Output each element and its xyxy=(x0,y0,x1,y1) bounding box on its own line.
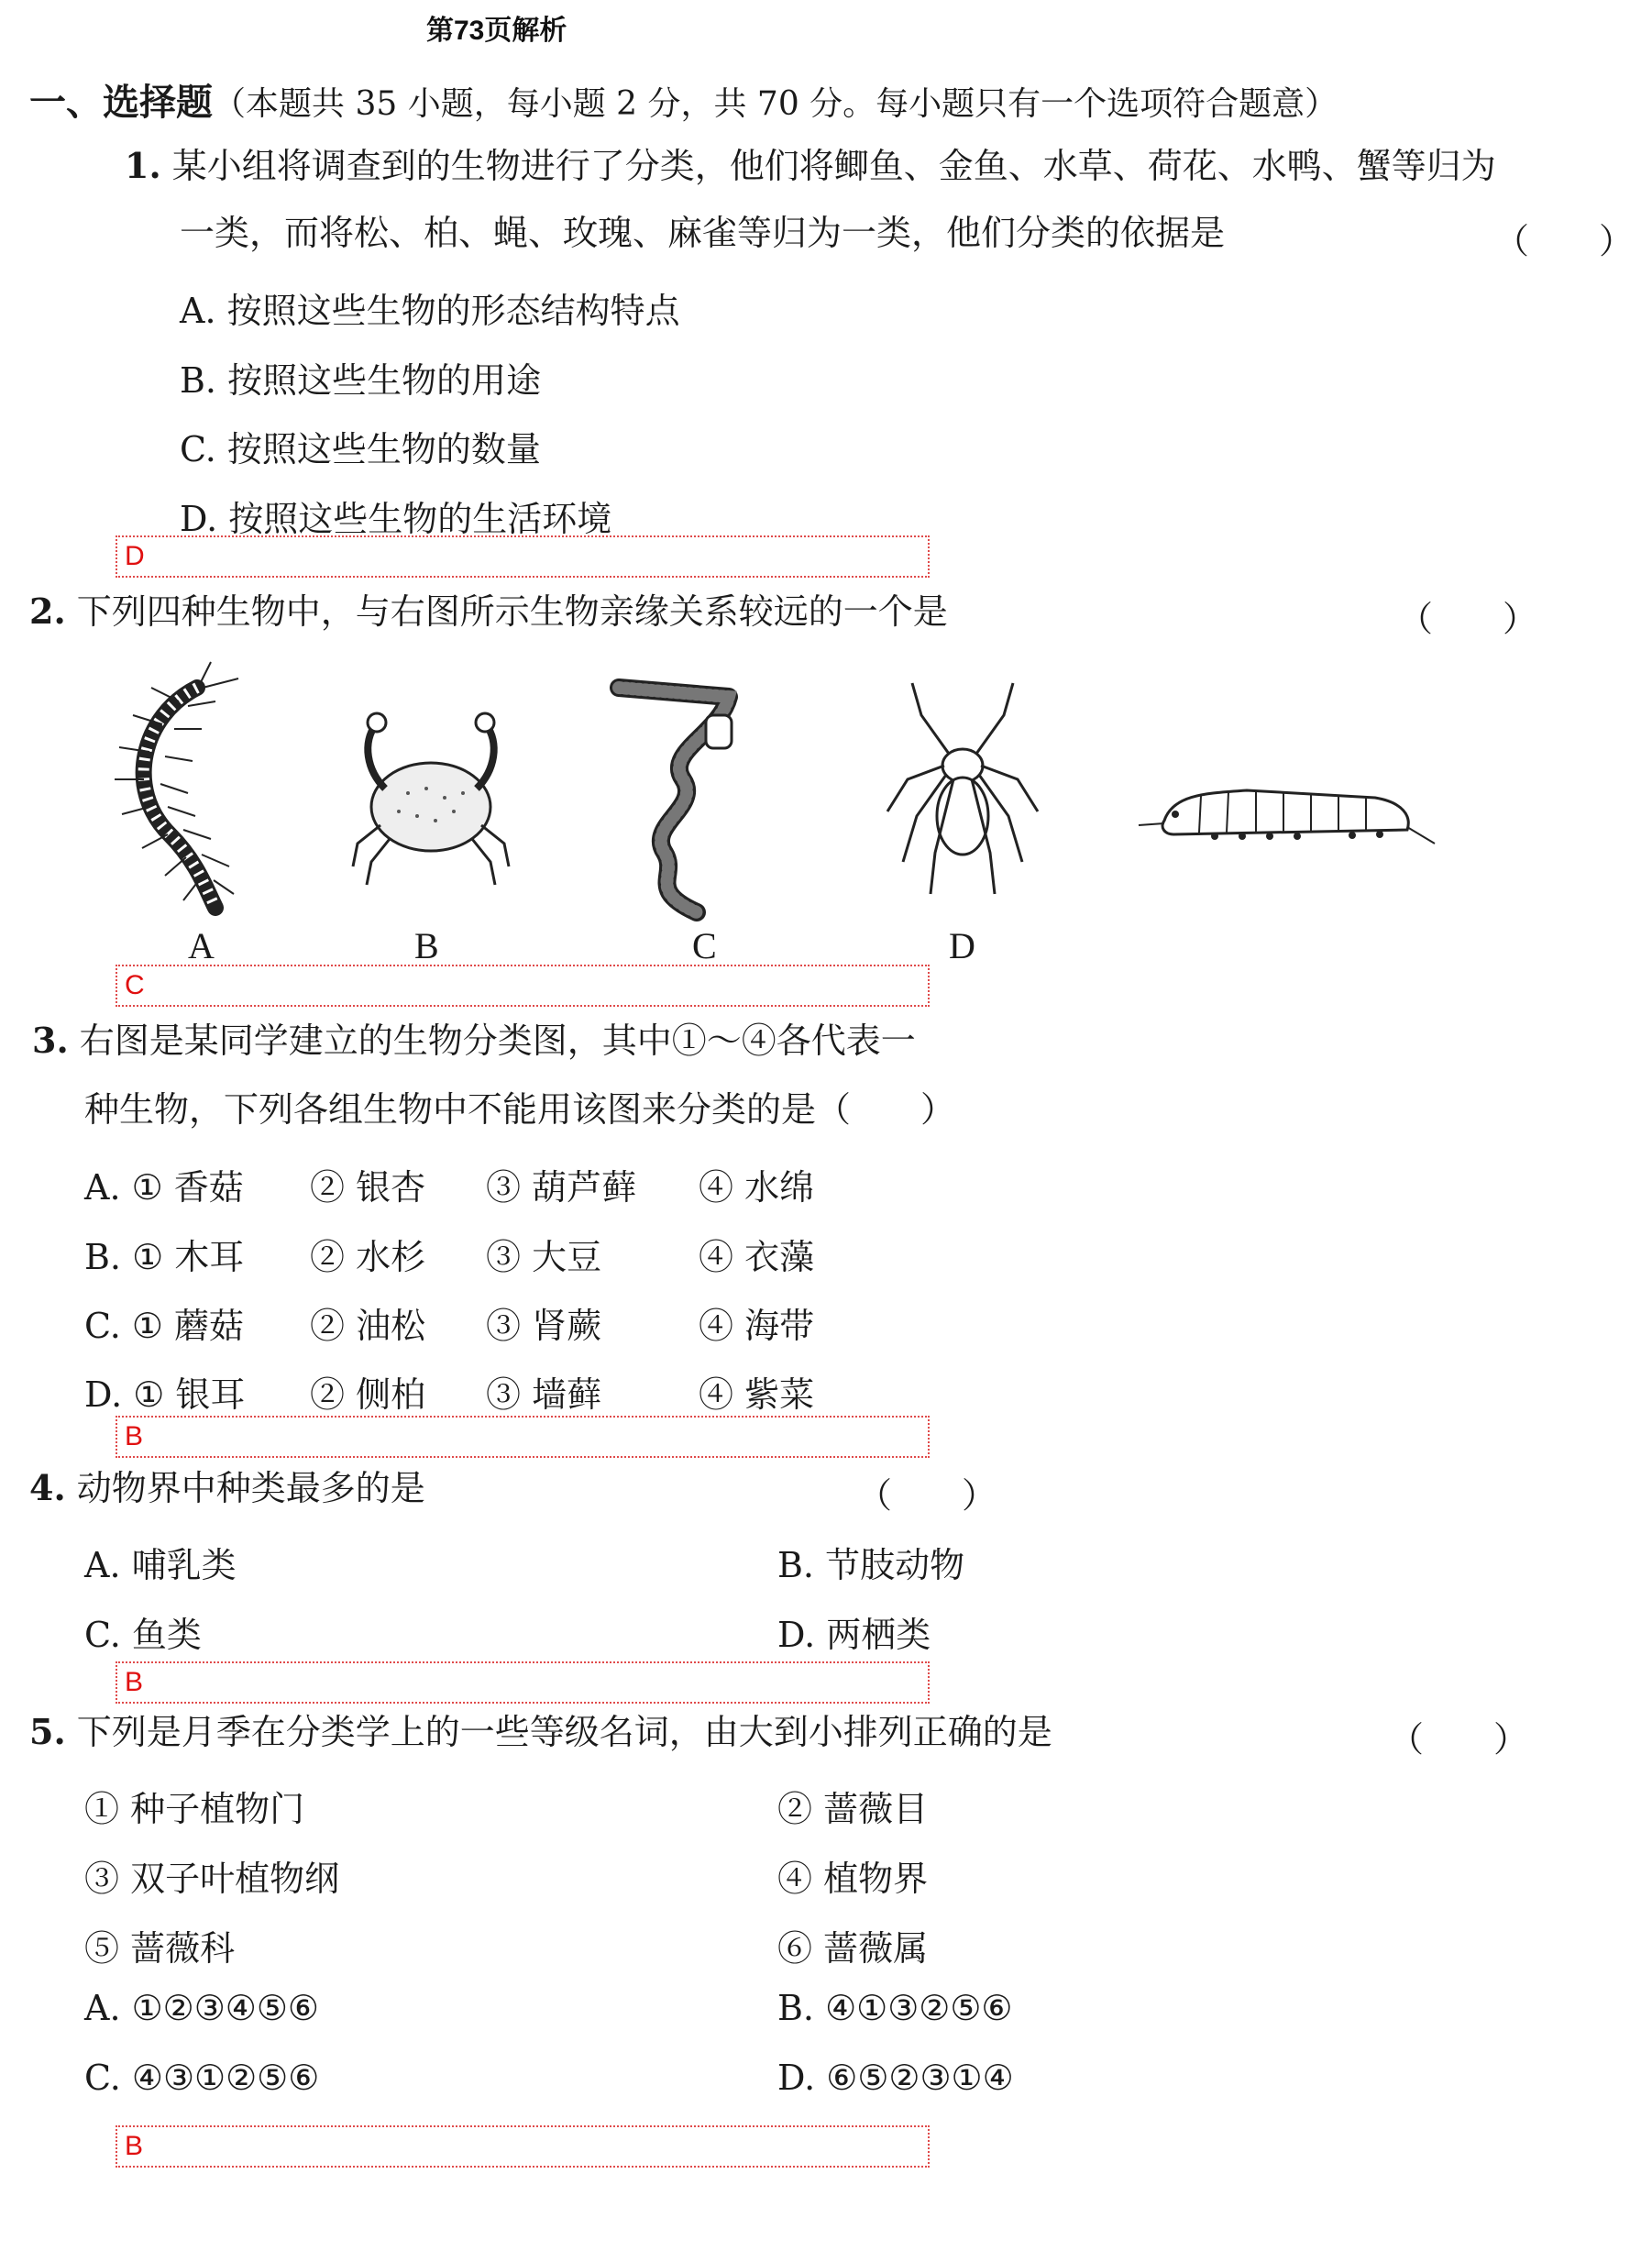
question-1-option-a: A. 按照这些生物的形态结构特点 xyxy=(180,291,680,331)
question-3-option-b-4: ④ 衣藻 xyxy=(699,1237,815,1277)
question-3-option-b-1: B. ① 木耳 xyxy=(84,1237,245,1277)
question-1-number: 1. xyxy=(125,145,161,186)
crab-figure xyxy=(344,706,518,889)
question-3-option-c-1: C. ① 蘑菇 xyxy=(84,1306,245,1346)
question-5-number: 5. xyxy=(29,1711,66,1752)
figure-label-b: B xyxy=(414,925,439,966)
question-3-option-d-1: D. ① 银耳 xyxy=(84,1374,246,1415)
question-3-answer-box xyxy=(116,1416,930,1458)
question-4-option-c: C. 鱼类 xyxy=(84,1615,202,1655)
question-5-item-6: ⑥ 蔷薇属 xyxy=(777,1928,929,1969)
question-2-answer: C xyxy=(125,970,145,1000)
question-5-item-3: ③ 双子叶植物纲 xyxy=(84,1859,340,1899)
question-5-text-1: 下列是月季在分类学上的一些等级名词，由大到小排列正确的是 xyxy=(76,1712,1052,1752)
question-3-option-b-3: ③ 大豆 xyxy=(486,1237,602,1277)
question-3-option-a-2: ② 银杏 xyxy=(310,1167,426,1208)
question-5-answer-box xyxy=(116,2125,930,2168)
question-1-line-1 xyxy=(125,145,1496,188)
question-5-item-1: ① 种子植物门 xyxy=(84,1789,305,1829)
question-3-option-a-4: ④ 水绵 xyxy=(699,1167,815,1208)
question-1-answer-paren: （ ） xyxy=(1494,221,1635,261)
question-4-option-b: B. 节肢动物 xyxy=(777,1545,965,1585)
question-5-answer: B xyxy=(125,2131,144,2161)
question-3-text-1: 右图是某同学建立的生物分类图，其中①～④各代表一 xyxy=(79,1021,916,1061)
centipede-figure xyxy=(87,660,243,917)
question-1-text-1: 某小组将调查到的生物进行了分类，他们将鲫鱼、金鱼、水草、荷花、水鸭、蟹等归为 xyxy=(171,146,1496,186)
section-note: （本题共 35 小题，每小题 2 分，共 70 分。每小题只有一个选项符合题意） xyxy=(213,85,1338,123)
question-4-option-a: A. 哺乳类 xyxy=(84,1545,237,1585)
question-1-option-c: C. 按照这些生物的数量 xyxy=(180,429,541,469)
question-4-answer-paren: （ ） xyxy=(857,1475,997,1516)
question-3-option-c-4: ④ 海带 xyxy=(699,1306,815,1346)
question-1-answer-box xyxy=(116,535,930,578)
question-3-option-b-2: ② 水杉 xyxy=(310,1237,426,1277)
section-header xyxy=(29,73,1338,126)
question-4-option-d: D. 两栖类 xyxy=(777,1615,931,1655)
question-3-option-d-2: ② 侧柏 xyxy=(310,1374,426,1415)
figure-label-c: C xyxy=(692,925,717,966)
question-3-answer: B xyxy=(125,1421,144,1451)
question-5-item-2: ② 蔷薇目 xyxy=(777,1789,929,1829)
question-2-answer-paren: （ ） xyxy=(1398,599,1538,639)
question-5-option-c: C. ④③①②⑤⑥ xyxy=(84,2058,320,2098)
question-1-option-d: D. 按照这些生物的生活环境 xyxy=(180,499,612,539)
question-1-line-2: 一类，而将松、柏、蝇、玫瑰、麻雀等归为一类，他们分类的依据是 xyxy=(180,213,1226,253)
question-3-option-a-3: ③ 葫芦藓 xyxy=(486,1167,637,1208)
question-5-option-b: B. ④①③②⑤⑥ xyxy=(777,1988,1013,2028)
question-2-answer-box xyxy=(116,965,930,1007)
question-3-option-d-3: ③ 墙藓 xyxy=(486,1374,602,1415)
question-5-item-4: ④ 植物界 xyxy=(777,1859,929,1899)
question-2-line-1 xyxy=(29,590,948,634)
page-title: 第73页解析 xyxy=(426,16,567,46)
question-5-answer-paren: （ ） xyxy=(1389,1719,1529,1760)
question-4-text-1: 动物界中种类最多的是 xyxy=(76,1468,425,1508)
earthworm-figure xyxy=(610,679,747,926)
question-3-option-d-4: ④ 紫菜 xyxy=(699,1374,815,1415)
question-3-option-a-1: A. ① 香菇 xyxy=(84,1167,244,1208)
question-3-option-c-3: ③ 肾蕨 xyxy=(486,1306,602,1346)
question-5-item-5: ⑤ 蔷薇科 xyxy=(84,1928,236,1969)
question-3-line-1 xyxy=(32,1020,916,1063)
question-2-number: 2. xyxy=(29,590,66,632)
section-title: 一、选择题 xyxy=(29,82,213,124)
caterpillar-figure xyxy=(1137,770,1439,862)
figure-label-d: D xyxy=(949,925,975,966)
question-3-number: 3. xyxy=(32,1020,69,1061)
question-5-line-1 xyxy=(29,1711,1052,1754)
spider-figure xyxy=(880,679,1045,899)
question-1-answer: D xyxy=(125,541,145,571)
question-3-line-2: 种生物，下列各组生物中不能用该图来分类的是（ ） xyxy=(84,1089,956,1130)
question-2-text-1: 下列四种生物中，与右图所示生物亲缘关系较远的一个是 xyxy=(76,591,948,632)
question-5-option-a: A. ①②③④⑤⑥ xyxy=(84,1988,319,2028)
question-3-option-c-2: ② 油松 xyxy=(310,1306,426,1346)
question-4-answer-box xyxy=(116,1661,930,1704)
question-1-option-b: B. 按照这些生物的用途 xyxy=(180,360,542,401)
question-5-option-d: D. ⑥⑤②③①④ xyxy=(777,2058,1014,2098)
question-4-line-1 xyxy=(29,1467,425,1510)
figure-label-a: A xyxy=(188,925,215,966)
question-4-answer: B xyxy=(125,1667,144,1697)
question-4-number: 4. xyxy=(29,1467,66,1508)
